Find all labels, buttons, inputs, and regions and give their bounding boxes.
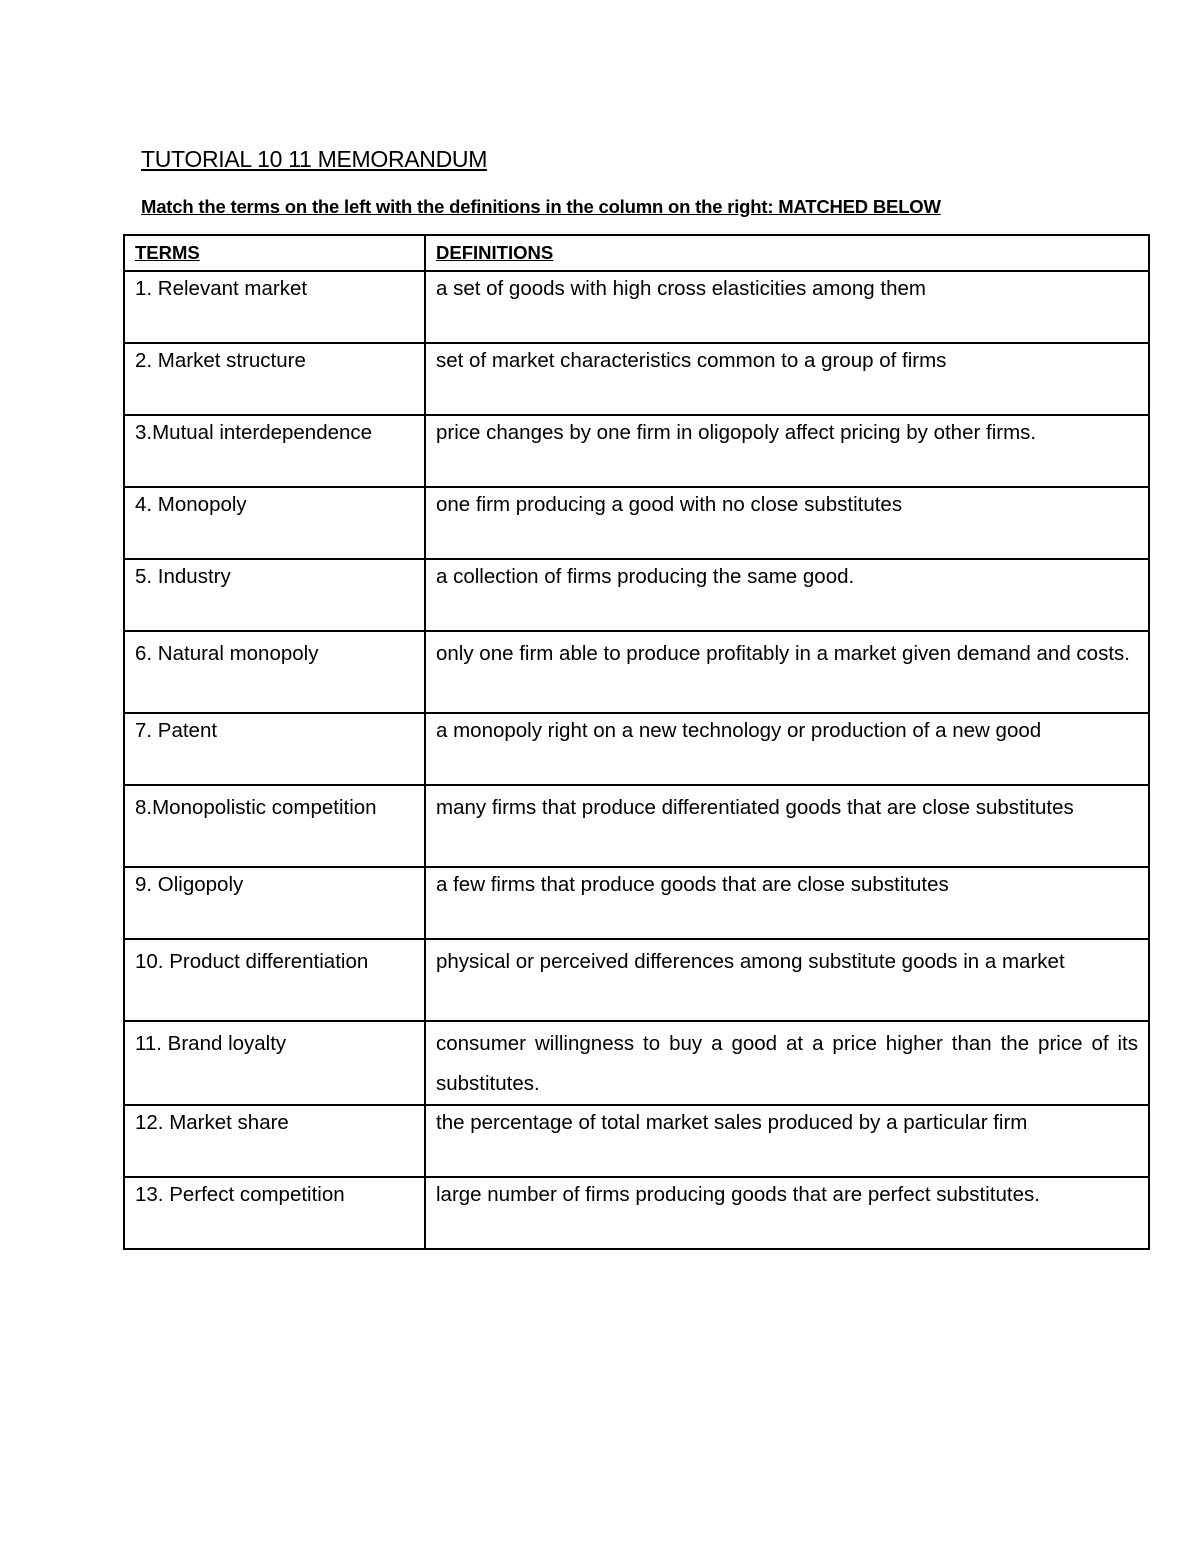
table-row <box>124 415 1149 487</box>
definition-cell: a collection of firms producing the same good. <box>425 559 1149 631</box>
term-cell: 13. Perfect competition <box>124 1177 425 1249</box>
definition-cell: price changes by one firm in oligopoly affect pricing by other firms. <box>425 415 1149 487</box>
table-row <box>124 713 1149 785</box>
term-cell: 10. Product differentiation <box>124 939 425 1021</box>
definition-cell: a set of goods with high cross elasticities among them <box>425 271 1149 343</box>
table-row <box>124 631 1149 713</box>
table-header-row <box>124 235 1149 271</box>
table-row <box>124 343 1149 415</box>
table-row <box>124 1021 1149 1105</box>
terms-definitions-table <box>123 234 1150 1250</box>
term-cell: 4. Monopoly <box>124 487 425 559</box>
table-row <box>124 867 1149 939</box>
table-row <box>124 559 1149 631</box>
table-row <box>124 271 1149 343</box>
definition-cell: one firm producing a good with no close substitutes <box>425 487 1149 559</box>
term-cell: 12. Market share <box>124 1105 425 1177</box>
table-row <box>124 939 1149 1021</box>
table-row <box>124 1177 1149 1249</box>
term-cell: 2. Market structure <box>124 343 425 415</box>
definition-cell: many firms that produce differentiated goods that are close substitutes <box>425 785 1149 867</box>
definition-cell: large number of firms producing goods that are perfect substitutes. <box>425 1177 1149 1249</box>
header-terms: TERMS <box>124 235 425 271</box>
definition-cell: a few firms that produce goods that are close substitutes <box>425 867 1149 939</box>
term-cell: 6. Natural monopoly <box>124 631 425 713</box>
definition-cell: consumer willingness to buy a good at a price higher than the price of its substitutes. <box>425 1021 1149 1105</box>
term-cell: 7. Patent <box>124 713 425 785</box>
definition-cell: set of market characteristics common to a group of firms <box>425 343 1149 415</box>
definition-cell: physical or perceived differences among substitute goods in a market <box>425 939 1149 1021</box>
definition-cell: only one firm able to produce profitably in a market given demand and costs. <box>425 631 1149 713</box>
term-cell: 5. Industry <box>124 559 425 631</box>
table-row <box>124 1105 1149 1177</box>
instruction-text: Match the terms on the left with the definitions in the column on the right: MATCHED BELOW <box>141 196 941 217</box>
table-row <box>124 487 1149 559</box>
term-cell: 1. Relevant market <box>124 271 425 343</box>
definition-cell: the percentage of total market sales produced by a particular firm <box>425 1105 1149 1177</box>
document-title: TUTORIAL 10 11 MEMORANDUM <box>141 146 488 172</box>
term-cell: 9. Oligopoly <box>124 867 425 939</box>
term-cell: 11. Brand loyalty <box>124 1021 425 1105</box>
header-definitions: DEFINITIONS <box>425 235 1149 271</box>
table-row <box>124 785 1149 867</box>
definition-cell: a monopoly right on a new technology or production of a new good <box>425 713 1149 785</box>
term-cell: 3.Mutual interdependence <box>124 415 425 487</box>
term-cell: 8.Monopolistic competition <box>124 785 425 867</box>
